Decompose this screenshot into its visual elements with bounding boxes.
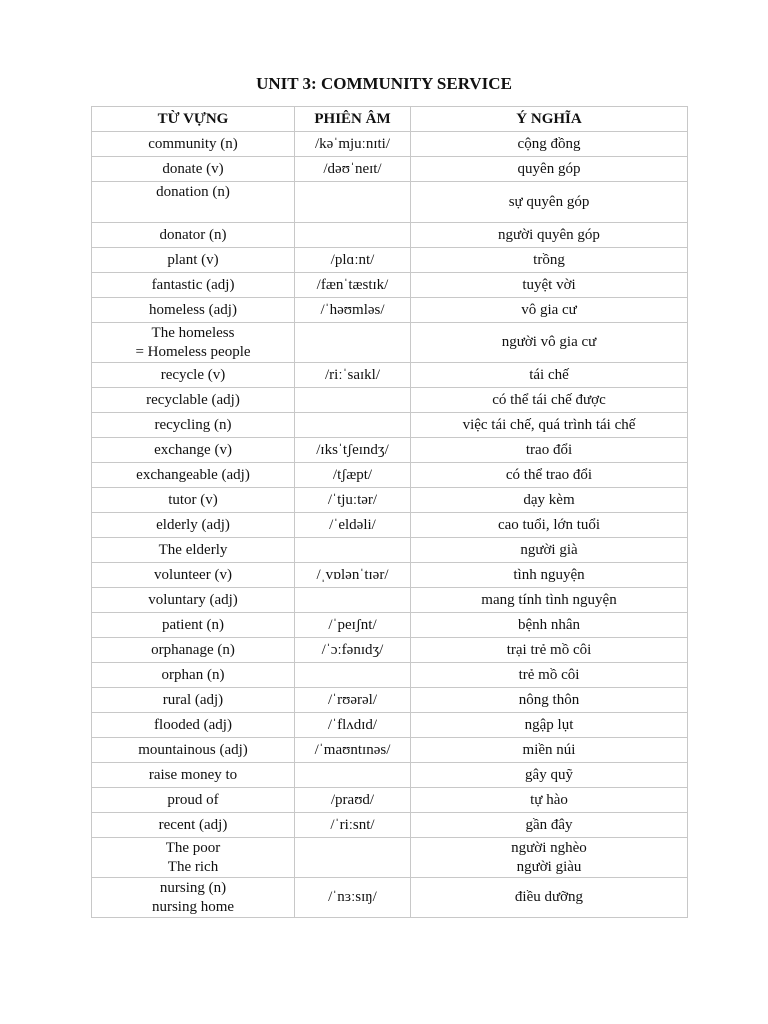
header-word: TỪ VỰNG <box>92 107 295 132</box>
word-text: recent (adj) <box>158 816 228 833</box>
word-text: recycle (v) <box>160 366 226 383</box>
meaning-cell <box>411 132 688 157</box>
meaning-cell <box>411 223 688 248</box>
meaning-text: trại trẻ mồ côi <box>506 641 592 658</box>
word-text: The poor <box>165 839 221 856</box>
meaning-cell <box>411 463 688 488</box>
phonetic-cell: /ɪksˈtʃeɪndʒ/ <box>295 438 411 463</box>
word-cell <box>92 182 295 223</box>
meaning-cell <box>411 688 688 713</box>
meaning-text: tuyệt vời <box>522 276 576 293</box>
meaning-cell <box>411 738 688 763</box>
phonetic-cell: /dəʊˈneɪt/ <box>295 157 411 182</box>
meaning-cell <box>411 273 688 298</box>
meaning-text: điều dưỡng <box>514 889 584 905</box>
word-text: orphan (n) <box>161 666 225 683</box>
phonetic-cell <box>295 388 411 413</box>
word-text: donator (n) <box>159 226 227 243</box>
meaning-cell <box>411 638 688 663</box>
meaning-text: người vô gia cư <box>501 334 597 350</box>
word-cell <box>92 132 295 157</box>
word-cell <box>92 223 295 248</box>
table-row <box>92 878 688 918</box>
table-row <box>92 813 688 838</box>
word-cell <box>92 663 295 688</box>
table-row <box>92 763 688 788</box>
table-row <box>92 438 688 463</box>
table-row <box>92 788 688 813</box>
table-row <box>92 248 688 273</box>
word-text: flooded (adj) <box>154 716 232 733</box>
table-row <box>92 713 688 738</box>
table-row <box>92 588 688 613</box>
header-meaning: Ý NGHĨA <box>411 107 688 132</box>
meaning-cell <box>411 298 688 323</box>
word-cell <box>92 248 295 273</box>
phonetic-cell <box>295 182 411 223</box>
phonetic-cell: /fænˈtæstɪk/ <box>295 273 411 298</box>
phonetic-cell: /tʃæpt/ <box>295 463 411 488</box>
meaning-cell <box>411 388 688 413</box>
meaning-text: dạy kèm <box>523 491 575 508</box>
vocabulary-table <box>91 106 688 918</box>
table-row <box>92 463 688 488</box>
meaning-text: sự quyên góp <box>508 193 590 210</box>
meaning-text: người quyên góp <box>498 226 600 243</box>
word-text: The rich <box>167 858 219 875</box>
phonetic-cell <box>295 588 411 613</box>
meaning-text: trồng <box>533 251 565 268</box>
meaning-cell <box>411 363 688 388</box>
meaning-cell <box>411 438 688 463</box>
word-text: volunteer (v) <box>154 566 232 583</box>
meaning-text: có thể trao đổi <box>505 466 593 483</box>
table-row <box>92 638 688 663</box>
phonetic-cell <box>295 838 411 878</box>
word-text: patient (n) <box>161 616 225 633</box>
meaning-text: nông thôn <box>518 691 580 708</box>
meaning-text: tình nguyện <box>513 566 585 583</box>
word-cell <box>92 363 295 388</box>
word-text: plant (v) <box>167 251 219 268</box>
word-cell <box>92 388 295 413</box>
meaning-text: miền núi <box>522 741 576 758</box>
meaning-cell <box>411 513 688 538</box>
word-text: exchangeable (adj) <box>136 466 250 483</box>
meaning-text: người giàu <box>516 858 582 875</box>
word-text: The elderly <box>158 541 228 558</box>
word-cell <box>92 713 295 738</box>
meaning-cell <box>411 413 688 438</box>
word-text: rural (adj) <box>162 691 224 708</box>
page-title: UNIT 3: COMMUNITY SERVICE <box>256 74 512 93</box>
word-cell <box>92 788 295 813</box>
word-text: nursing home <box>151 898 235 915</box>
meaning-text: mang tính tình nguyện <box>481 591 617 608</box>
phonetic-cell <box>295 663 411 688</box>
table-row <box>92 538 688 563</box>
table-row <box>92 838 688 878</box>
phonetic-cell: /ˈnɜːsɪŋ/ <box>295 878 411 918</box>
meaning-cell <box>411 588 688 613</box>
word-text: homeless (adj) <box>149 301 237 318</box>
table-row <box>92 688 688 713</box>
word-cell <box>92 738 295 763</box>
table-row <box>92 132 688 157</box>
word-text: nursing (n) <box>159 879 227 896</box>
word-text: proud of <box>167 791 219 808</box>
phonetic-cell: /ˈɔːfənɪdʒ/ <box>295 638 411 663</box>
word-cell <box>92 323 295 363</box>
table-row <box>92 513 688 538</box>
table-row <box>92 663 688 688</box>
meaning-text: trao đổi <box>525 441 573 458</box>
word-text: = Homeless people <box>135 343 251 360</box>
meaning-cell <box>411 878 688 918</box>
meaning-cell <box>411 563 688 588</box>
table-row <box>92 488 688 513</box>
meaning-text: cao tuổi, lớn tuổi <box>497 516 601 533</box>
phonetic-cell: /ˈflʌdɪd/ <box>295 713 411 738</box>
table-row <box>92 388 688 413</box>
meaning-text: vô gia cư <box>521 301 577 318</box>
word-text: donate (v) <box>162 160 224 177</box>
table-header-row <box>92 107 688 132</box>
phonetic-cell: /ˈpeɪʃnt/ <box>295 613 411 638</box>
meaning-text: cộng đồng <box>517 135 581 152</box>
word-text: The homeless <box>151 324 235 341</box>
word-text: voluntary (adj) <box>148 591 238 608</box>
meaning-cell <box>411 323 688 363</box>
word-cell <box>92 838 295 878</box>
word-cell <box>92 513 295 538</box>
meaning-text: bệnh nhân <box>517 616 581 633</box>
word-cell <box>92 298 295 323</box>
word-cell <box>92 813 295 838</box>
meaning-text: có thể tái chế được <box>492 391 606 408</box>
meaning-cell <box>411 248 688 273</box>
meaning-text: việc tái chế, quá trình tái chế <box>462 416 636 433</box>
meaning-cell <box>411 813 688 838</box>
word-cell <box>92 588 295 613</box>
phonetic-cell <box>295 223 411 248</box>
word-cell <box>92 157 295 182</box>
phonetic-cell: /plɑːnt/ <box>295 248 411 273</box>
word-cell <box>92 488 295 513</box>
word-text: recycling (n) <box>154 416 232 433</box>
phonetic-cell: /ˈhəʊmləs/ <box>295 298 411 323</box>
table-row <box>92 157 688 182</box>
phonetic-cell: /riːˈsaɪkl/ <box>295 363 411 388</box>
meaning-cell <box>411 663 688 688</box>
word-cell <box>92 463 295 488</box>
meaning-cell <box>411 763 688 788</box>
phonetic-cell: /ˈmaʊntɪnəs/ <box>295 738 411 763</box>
meaning-cell <box>411 157 688 182</box>
table-row <box>92 223 688 248</box>
word-text: donation (n) <box>156 184 230 200</box>
phonetic-cell: /ˌvɒlənˈtɪər/ <box>295 563 411 588</box>
word-cell <box>92 438 295 463</box>
phonetic-cell: /ˈtjuːtər/ <box>295 488 411 513</box>
meaning-cell <box>411 613 688 638</box>
table-row <box>92 563 688 588</box>
meaning-text: người già <box>520 541 578 558</box>
word-text: recyclable (adj) <box>146 391 240 408</box>
table-row <box>92 273 688 298</box>
meaning-text: trẻ mồ côi <box>518 666 580 683</box>
word-text: fantastic (adj) <box>151 276 235 293</box>
word-text: community (n) <box>148 135 238 152</box>
meaning-text: gây quỹ <box>525 766 573 783</box>
phonetic-cell <box>295 323 411 363</box>
meaning-text: ngập lụt <box>524 716 574 733</box>
word-cell <box>92 538 295 563</box>
meaning-text: tái chế <box>529 366 569 383</box>
word-cell <box>92 563 295 588</box>
header-phonetic: PHIÊN ÂM <box>295 107 411 132</box>
table-row <box>92 363 688 388</box>
meaning-text: người nghèo <box>511 839 587 856</box>
phonetic-cell: /ˈeldəli/ <box>295 513 411 538</box>
word-text: exchange (v) <box>154 441 232 458</box>
meaning-cell <box>411 182 688 223</box>
word-cell <box>92 688 295 713</box>
word-cell <box>92 763 295 788</box>
phonetic-cell: /kəˈmjuːnɪti/ <box>295 132 411 157</box>
table-row <box>92 323 688 363</box>
meaning-text: gần đây <box>525 816 573 833</box>
phonetic-cell <box>295 763 411 788</box>
phonetic-cell <box>295 538 411 563</box>
word-cell <box>92 638 295 663</box>
table-row <box>92 182 688 223</box>
word-text: raise money to <box>148 766 238 783</box>
word-text: mountainous (adj) <box>138 741 248 758</box>
table-row <box>92 738 688 763</box>
meaning-text: quyên góp <box>517 160 581 177</box>
meaning-cell <box>411 838 688 878</box>
meaning-cell <box>411 788 688 813</box>
meaning-cell <box>411 488 688 513</box>
table-row <box>92 298 688 323</box>
table-row <box>92 613 688 638</box>
word-text: elderly (adj) <box>156 516 230 533</box>
word-cell <box>92 413 295 438</box>
phonetic-cell: /ˈrʊərəl/ <box>295 688 411 713</box>
meaning-text: tự hào <box>530 791 568 808</box>
meaning-cell <box>411 538 688 563</box>
word-cell <box>92 613 295 638</box>
table-row <box>92 413 688 438</box>
phonetic-cell: /ˈriːsnt/ <box>295 813 411 838</box>
word-cell <box>92 273 295 298</box>
word-text: tutor (v) <box>168 491 218 508</box>
word-cell <box>92 878 295 918</box>
vocabulary-rows <box>92 132 688 918</box>
meaning-cell <box>411 713 688 738</box>
word-text: orphanage (n) <box>151 641 235 658</box>
phonetic-cell: /praʊd/ <box>295 788 411 813</box>
phonetic-cell <box>295 413 411 438</box>
